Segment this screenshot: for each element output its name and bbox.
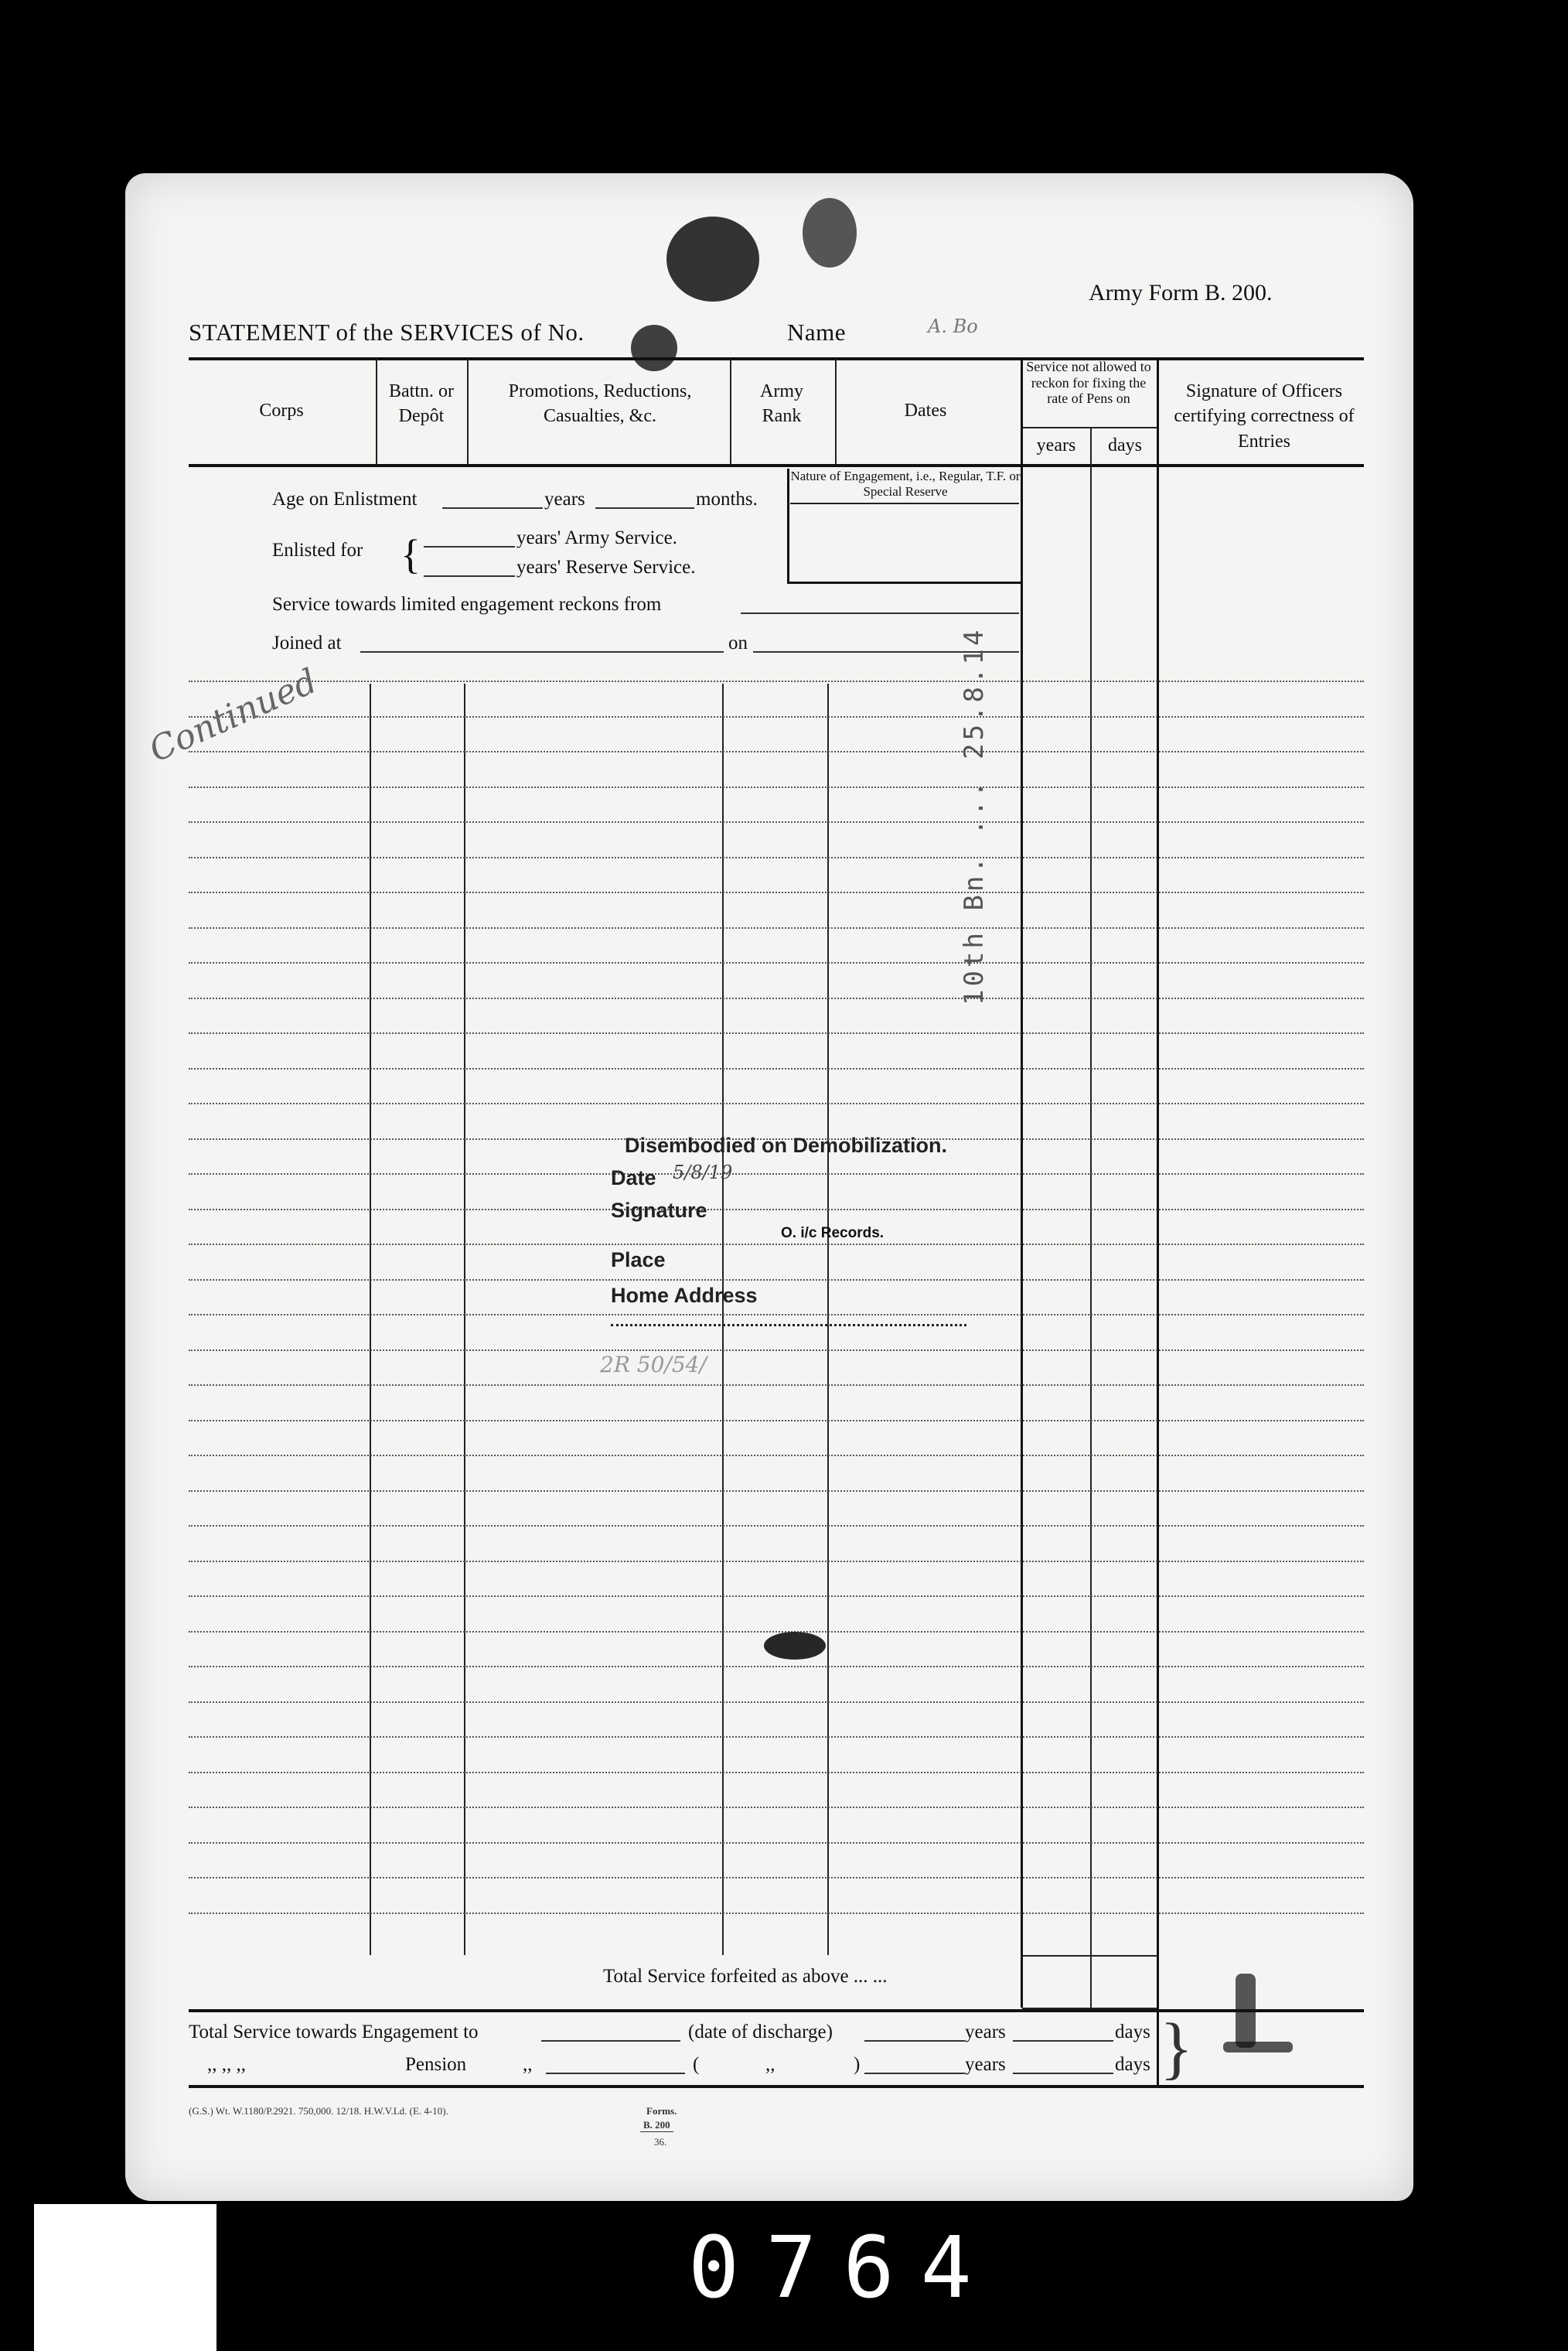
joined-at: Joined at (272, 633, 342, 653)
ruled-line (189, 1595, 1364, 1597)
years-fill (1013, 2040, 1113, 2042)
nature-of-engagement: Nature of Engagement, i.e., Regular, T.F. or Special Reserve (790, 469, 1021, 499)
footer-form-no: B. 200 (640, 2119, 673, 2132)
col-days: days (1108, 435, 1142, 456)
enlisted-for-label: Enlisted for (272, 540, 363, 561)
footer-forms: Forms. (646, 2105, 677, 2117)
nature-rule (790, 503, 1019, 504)
reserve-service-fill (424, 575, 515, 577)
hdr-sep (730, 359, 731, 464)
header-bottom-rule (189, 464, 1364, 467)
pension-years: years (965, 2054, 1006, 2075)
form-paper (125, 173, 1413, 2201)
pension-days: days (1115, 2054, 1150, 2075)
ruled-line (189, 962, 1364, 964)
ruled-line (189, 1420, 1364, 1421)
pension-ditto: ,, (523, 2054, 533, 2075)
ruled-line (189, 998, 1364, 999)
total-forfeited: Total Service forfeited as above ... ... (603, 1966, 888, 1987)
ruled-line (189, 716, 1364, 718)
stamp-dots (611, 1324, 966, 1326)
totals-bottom-rule (189, 2085, 1364, 2088)
army-service: years' Army Service. (516, 527, 677, 548)
age-label: Age on Enlistment (272, 489, 418, 510)
stamp-officer-caption: O. i/c Records. (781, 1225, 885, 1241)
ruled-line (189, 1736, 1364, 1738)
ruled-line (189, 1877, 1364, 1878)
ink-smudge (666, 217, 759, 302)
ruled-line (189, 927, 1364, 929)
engagement-fill (541, 2040, 680, 2042)
paren-open: ( (693, 2054, 700, 2075)
hdr-sep (376, 359, 377, 464)
hdr-sep (835, 359, 837, 464)
ruled-line (189, 751, 1364, 752)
joined-fill (360, 651, 724, 653)
margin-note: Continued (143, 661, 323, 770)
stamp-place-label: Place (611, 1248, 666, 1271)
pension-label: Pension (405, 2054, 467, 2075)
army-service-fill (424, 546, 515, 548)
ruled-line (189, 681, 1364, 682)
totals-rule (1022, 1955, 1157, 1957)
body-col-rule (464, 684, 465, 1955)
col-service-not-allowed: Service not allowed to reckon for fixing the rate of Pens on (1026, 359, 1151, 407)
hdr-sep (467, 359, 469, 464)
age-years: years (544, 489, 585, 510)
ruled-line (189, 1314, 1364, 1315)
col-dates: Dates (904, 401, 947, 421)
joined-on: on (728, 633, 748, 653)
vertical-stamp: 10th Bn. ... 25.8.14 (959, 626, 990, 1005)
ditto-marks: ,, ,, ,, (207, 2054, 246, 2075)
pension-fill (546, 2073, 685, 2074)
limited-fill (741, 612, 1019, 614)
scan-marker-patch (34, 2204, 216, 2351)
ruled-line (189, 1173, 1364, 1175)
paren-close: ) (854, 2054, 861, 2075)
engagement-days: days (1115, 2022, 1150, 2042)
engagement-years: years (965, 2022, 1006, 2042)
ruled-line (189, 787, 1364, 788)
faint-ref: 2R 50/54/ (600, 1352, 707, 1377)
ink-smudge (764, 1632, 826, 1660)
col-signature: Signature of Officers certifying correctness of Entries (1174, 381, 1355, 452)
ink-smudge (631, 325, 677, 371)
ruled-line (189, 1455, 1364, 1456)
body-col-rule (722, 684, 724, 1955)
name-label: Name (787, 319, 847, 346)
stamp-date-value: 5/8/19 (673, 1162, 733, 1183)
ruled-line (189, 1490, 1364, 1492)
col-battn: Battn. or Depôt (389, 381, 454, 427)
col-rule (1021, 359, 1023, 2008)
age-years-fill (442, 507, 543, 509)
ruled-line (189, 1561, 1364, 1562)
header-top-rule (189, 357, 1364, 360)
totals-brace: } (1160, 2010, 1194, 2087)
ink-smudge (803, 198, 857, 268)
col-years: years (1036, 435, 1076, 456)
ruled-line (189, 1279, 1364, 1281)
engagement-label: Total Service towards Engagement to (189, 2022, 479, 2042)
printer-imprint: (G.S.) Wt. W.1180/P.2921. 750,000. 12/18. H.W.V.Ld. (E. 4-10). (189, 2105, 448, 2117)
ruled-line (189, 1244, 1364, 1245)
age-months: months. (696, 489, 758, 510)
form-title: STATEMENT of the SERVICES of No. (189, 319, 585, 346)
col-corps: Corps (259, 401, 304, 421)
col-rule (1090, 427, 1092, 2008)
pension-discharge-fill (864, 2073, 965, 2074)
frame-counter: 0764 (688, 2218, 998, 2317)
form-name: Army Form B. 200. (1089, 280, 1273, 305)
ruled-line (189, 1384, 1364, 1386)
col-promotions: Promotions, Reductions, Casualties, &c. (508, 381, 692, 427)
limited-engagement: Service towards limited engagement reckons from (272, 594, 662, 615)
ruled-line (189, 1068, 1364, 1070)
paren-ditto: ,, (765, 2054, 775, 2075)
body-col-rule (827, 684, 829, 1955)
hdr-sep (1022, 427, 1157, 428)
footer-form-sub: 36. (654, 2136, 667, 2148)
ruled-line (189, 1350, 1364, 1351)
reserve-service: years' Reserve Service. (516, 557, 696, 578)
stamp-home-address-label: Home Address (611, 1284, 758, 1307)
col-rank: Army Rank (760, 381, 803, 427)
ruled-line (189, 821, 1364, 823)
stamp-heading: Disembodied on Demobilization. (625, 1134, 948, 1157)
pension-years-fill (1013, 2073, 1113, 2074)
ruled-line (189, 857, 1364, 858)
ruled-line (189, 1842, 1364, 1844)
stamp-date-label: Date (611, 1166, 656, 1189)
age-months-fill (595, 507, 694, 509)
ruled-line (189, 1913, 1364, 1914)
col-rule (1157, 359, 1159, 2085)
ruled-line (189, 1631, 1364, 1633)
name-value: A. Bo (928, 316, 978, 337)
ruled-line (189, 892, 1364, 893)
ruled-line (189, 1209, 1364, 1210)
discharge-fill (864, 2040, 965, 2042)
ruled-line (189, 1032, 1364, 1034)
ruled-line (189, 1807, 1364, 1808)
ruled-line (189, 1525, 1364, 1527)
brace: { (401, 531, 421, 578)
ruled-line (189, 1701, 1364, 1703)
ruled-line (189, 1772, 1364, 1773)
ruled-line (189, 1103, 1364, 1104)
body-col-rule (370, 684, 371, 1955)
stamp-signature-label: Signature (611, 1199, 707, 1222)
ink-mark (1223, 2042, 1293, 2052)
ruled-line (189, 1666, 1364, 1667)
date-of-discharge: (date of discharge) (688, 2022, 833, 2042)
